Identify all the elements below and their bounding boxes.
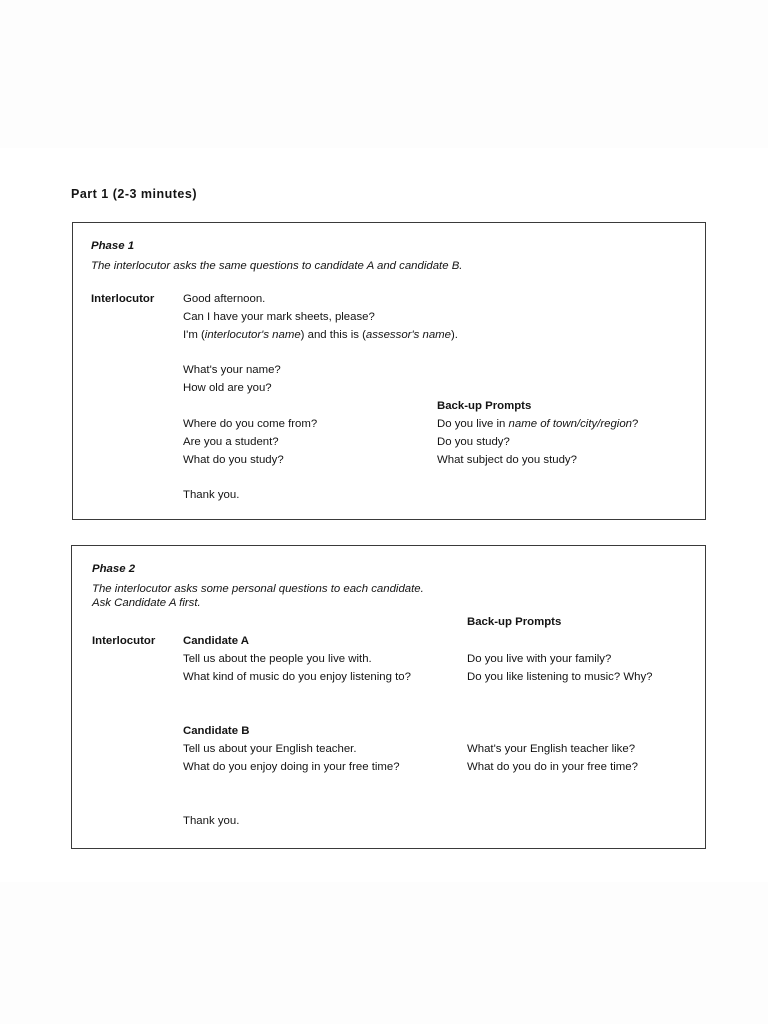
intro-mid: ) and this is (	[300, 329, 366, 341]
greeting-line: Good afternoon.	[183, 293, 266, 305]
intro-prefix: I'm (	[183, 329, 205, 341]
question-age: How old are you?	[183, 382, 272, 394]
phase-1-instruction: The interlocutor asks the same questions to candidate A and candidate B.	[91, 260, 463, 272]
phase-2-box	[71, 545, 706, 849]
phase-1-heading: Phase 1	[91, 240, 135, 252]
assessor-name-placeholder: assessor's name	[365, 329, 451, 341]
mark-sheets-line: Can I have your mark sheets, please?	[183, 311, 375, 323]
question-student: Are you a student?	[183, 436, 279, 448]
backup-prompts-heading: Back-up Prompts	[437, 400, 532, 412]
speaker-label: Interlocutor	[91, 293, 155, 305]
backup-prompt-study: Do you study?	[437, 436, 510, 448]
candidate-b-backup-2: What do you do in your free time?	[467, 761, 638, 773]
candidate-b-question-2: What do you enjoy doing in your free time?	[183, 761, 400, 773]
phase-2-instruction-2: Ask Candidate A first.	[92, 597, 201, 609]
part-title: Part 1 (2-3 minutes)	[71, 187, 198, 201]
phase-1-box	[72, 222, 706, 520]
interlocutor-name-placeholder: interlocutor's name	[204, 329, 301, 341]
candidate-a-question-2: What kind of music do you enjoy listening to?	[183, 671, 411, 683]
thank-you-line: Thank you.	[183, 815, 240, 827]
candidate-a-label: Candidate A	[183, 635, 250, 647]
backup-prompt-live	[437, 417, 638, 431]
introduction-line	[183, 328, 458, 342]
bp-live-suffix: ?	[632, 418, 639, 430]
candidate-a-question-1: Tell us about the people you live with.	[183, 653, 372, 665]
candidate-b-question-1: Tell us about your English teacher.	[183, 743, 357, 755]
thank-you-line: Thank you.	[183, 489, 240, 501]
backup-prompt-subject: What subject do you study?	[437, 454, 577, 466]
question-study: What do you study?	[183, 454, 284, 466]
candidate-b-label: Candidate B	[183, 725, 250, 737]
phase-2-heading: Phase 2	[92, 563, 136, 575]
intro-suffix: ).	[450, 329, 458, 341]
candidate-a-backup-1: Do you live with your family?	[467, 653, 612, 665]
bp-live-prefix: Do you live in	[437, 418, 509, 430]
candidate-a-backup-2: Do you like listening to music? Why?	[467, 671, 653, 683]
speaker-label: Interlocutor	[92, 635, 156, 647]
phase-2-instruction-1: The interlocutor asks some personal questions to each candidate.	[92, 583, 424, 595]
place-placeholder: name of town/city/region	[508, 418, 633, 430]
candidate-b-backup-1: What's your English teacher like?	[467, 743, 636, 755]
backup-prompts-heading: Back-up Prompts	[467, 616, 562, 628]
question-where: Where do you come from?	[183, 418, 318, 430]
question-name: What's your name?	[183, 364, 281, 376]
